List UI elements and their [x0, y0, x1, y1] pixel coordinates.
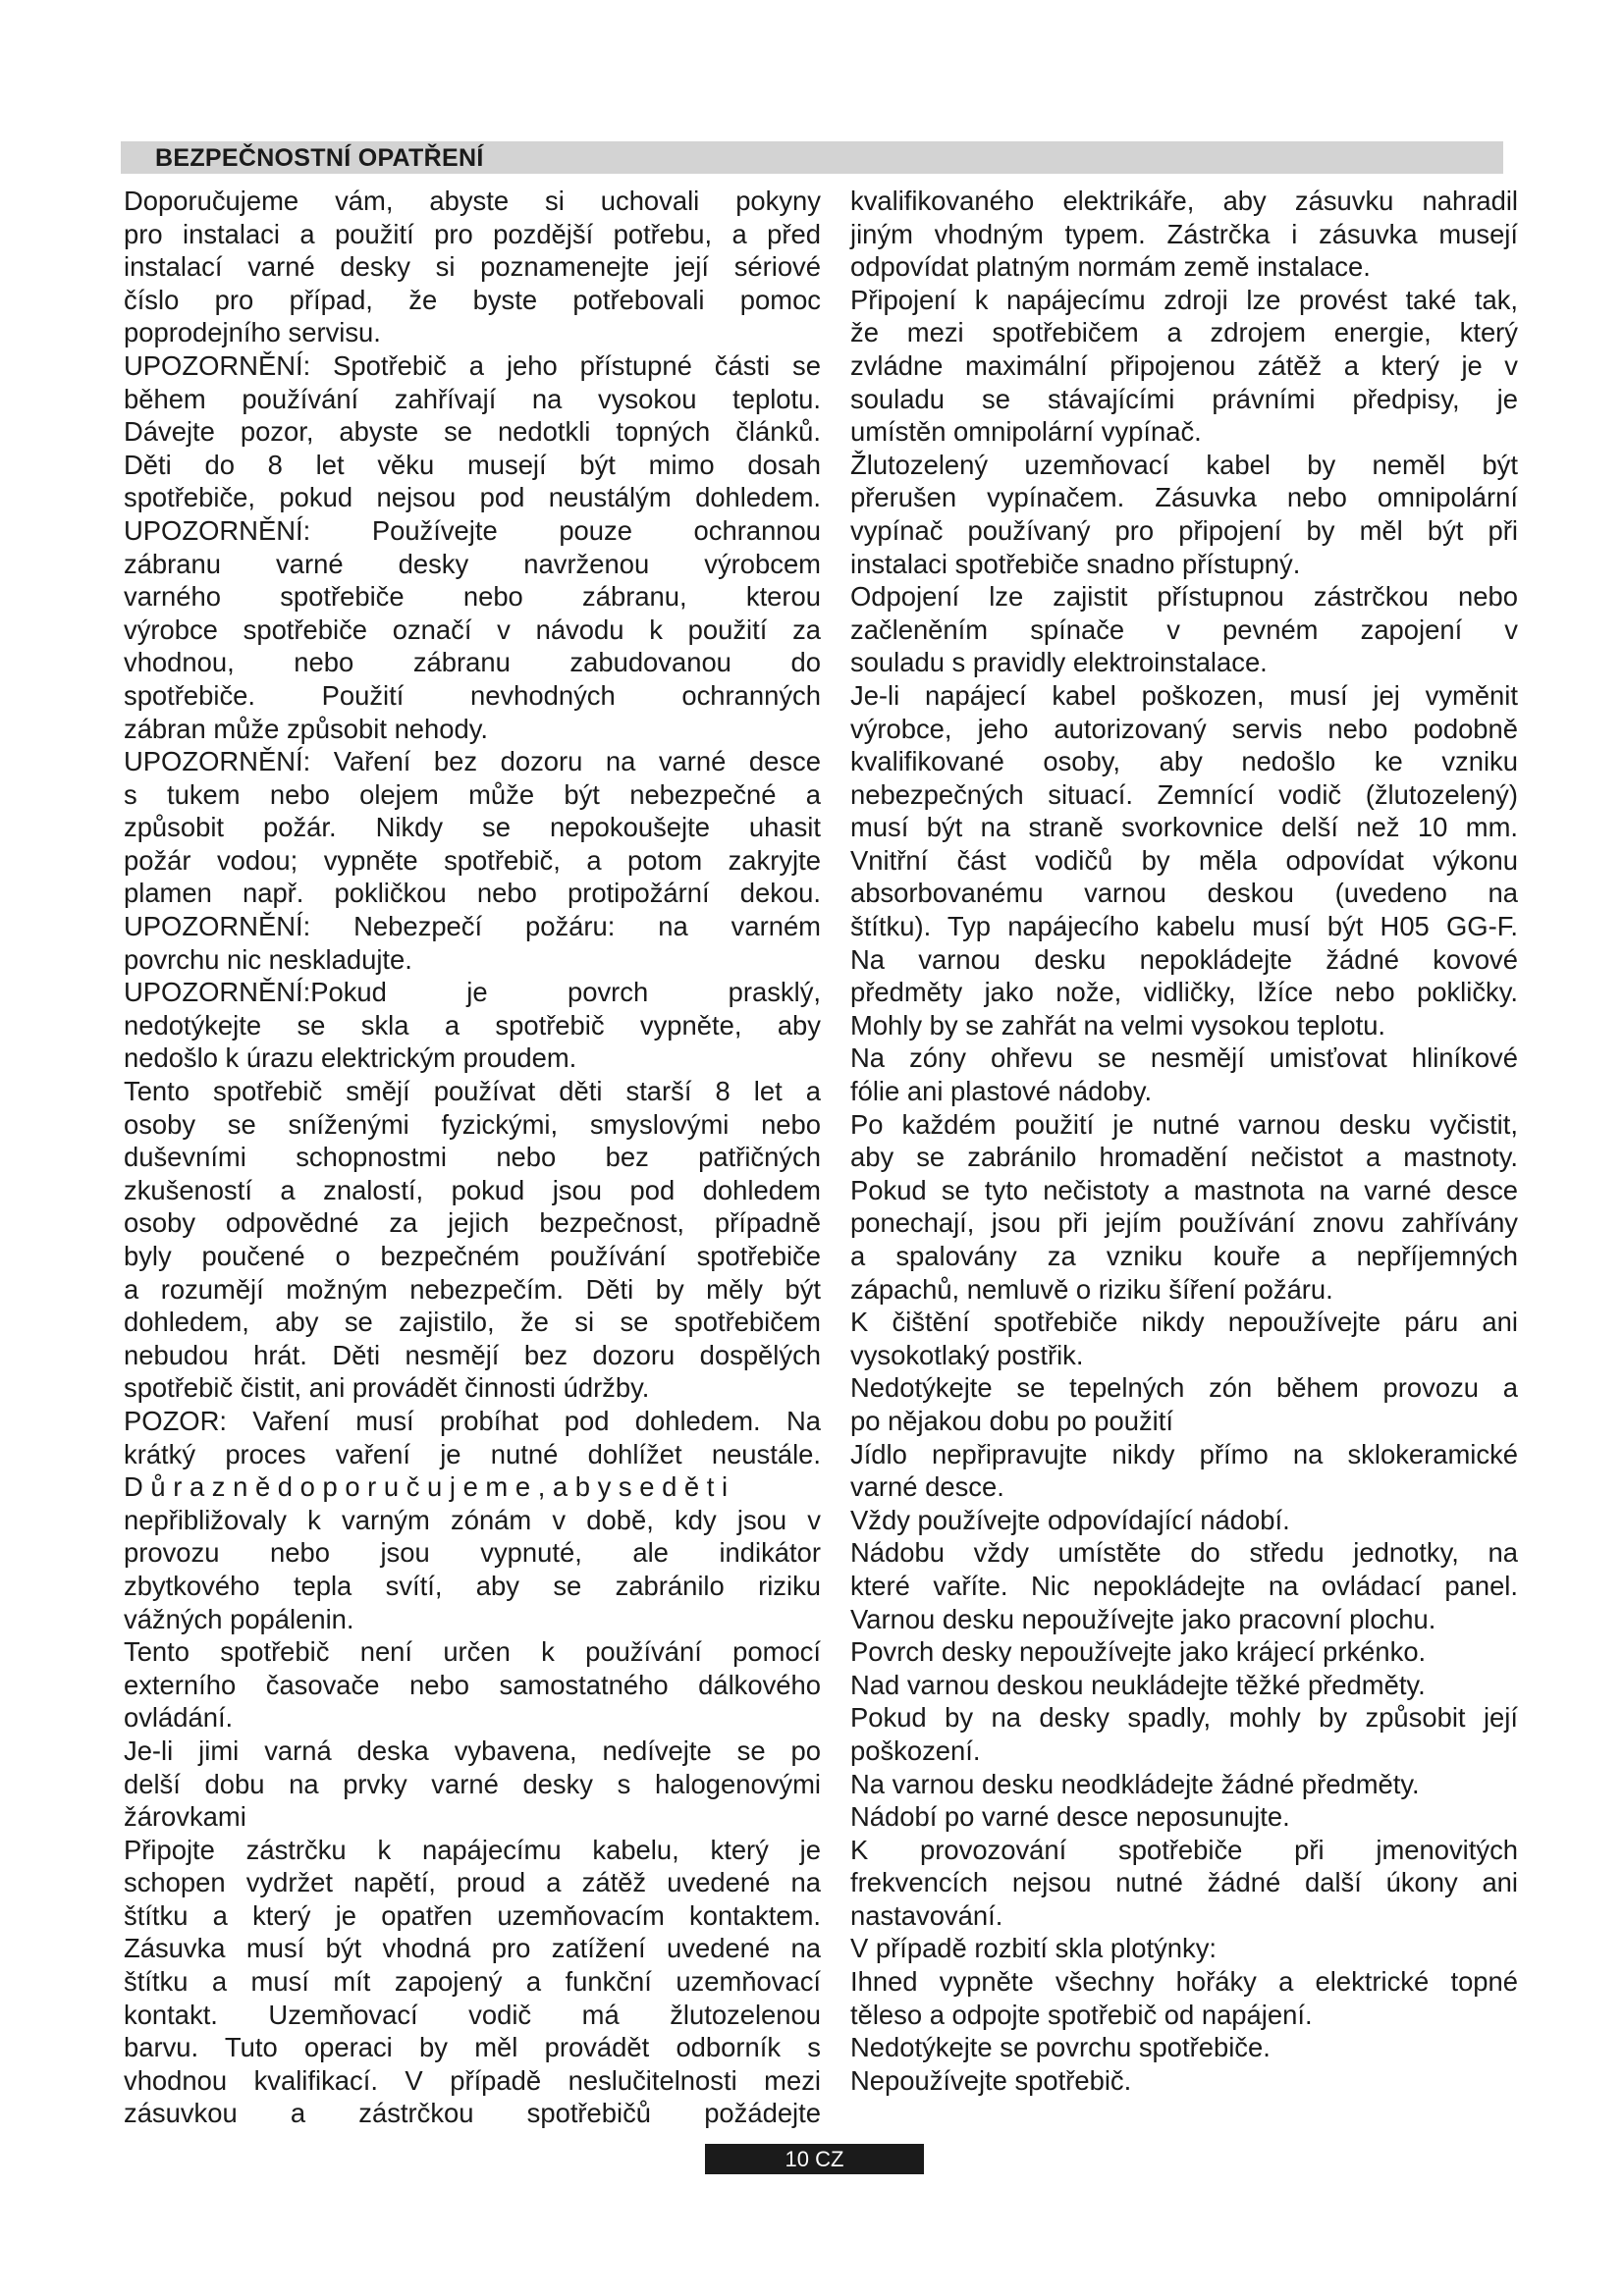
text-line: plamen např. pokličkou nebo protipožární dekou. — [124, 878, 821, 909]
right-text-column — [850, 185, 1518, 2097]
text-line: s tukem nebo olejem může být nebezpečné a — [124, 778, 821, 810]
text-line: Připojte zástrčku k napájecímu kabelu, který je — [124, 1834, 821, 1865]
text-line: zvládne maximální připojenou zátěž a který je v — [850, 349, 1518, 381]
text-line: štítku). Typ napájecího kabelu musí být H05 GG-F. — [850, 911, 1518, 942]
text-line: absorbovanému varnou deskou (uvedeno na — [850, 878, 1518, 909]
text-line: Ihned vypněte všechny hořáky a elektrické topné — [850, 1966, 1518, 1998]
text-line: po nějakou dobu po použití — [850, 1405, 1173, 1436]
text-line: K čištění spotřebiče nikdy nepoužívejte páru ani — [850, 1307, 1518, 1338]
text-line: kvalifikovaného elektrikáře, aby zásuvku nahradil — [850, 186, 1518, 216]
text-line: spotřebiče, pokud nejsou pod neustálým dohledem. — [124, 482, 821, 513]
text-line: barvu. Tuto operaci by měl provádět odborník s — [124, 2032, 821, 2063]
text-line: spotřebiče. Použití nevhodných ochranných — [124, 679, 821, 711]
text-line: Po každém použití je nutné varnou desku vyčistit, — [850, 1108, 1518, 1140]
text-line: krátký proces vaření je nutné dohlížet neustále. — [124, 1438, 821, 1469]
text-line: štítku a který je opatřen uzemňovacím kontaktem. — [124, 1899, 821, 1931]
text-line: štítku a musí mít zapojený a funkční uzemňovací — [124, 1966, 821, 1998]
text-line: D ů r a z n ě d o p o r u č u j e m e , a b y s e d ě t i — [124, 1471, 729, 1503]
text-line: dohledem, aby se zajistilo, že si se spotřebičem — [124, 1307, 821, 1338]
text-line: Jídlo nepřipravujte nikdy přímo na sklokeramické — [850, 1438, 1518, 1469]
text-line: Doporučujeme vám, abyste si uchovali pokyny — [124, 186, 821, 216]
text-line: zábranu varné desky navrženou výrobcem — [124, 548, 821, 579]
text-line: nedošlo k úrazu elektrickým proudem. — [124, 1042, 577, 1074]
page-number: 10 CZ — [705, 2144, 924, 2174]
section-header-bar — [121, 141, 1503, 174]
text-line: vhodnou, nebo zábranu zabudovanou do — [124, 647, 821, 678]
text-line: a spalovány za vzniku kouře a nepříjemných — [850, 1241, 1518, 1271]
text-line: Pokud se tyto nečistoty a mastnota na varné desce — [850, 1174, 1518, 1205]
text-line: nebezpečných situací. Zemnící vodič (žlutozelený) — [850, 778, 1518, 810]
text-line: zkušeností a znalostí, pokud jsou pod dohledem — [124, 1174, 821, 1205]
text-line: Tento spotřebič není určen k používání pomocí — [124, 1636, 821, 1668]
text-line: umístěn omnipolární vypínač. — [850, 416, 1202, 448]
text-line: schopen vydržet napětí, proud a zátěž uvedené na — [124, 1867, 821, 1898]
text-line: Je-li jimi varná deska vybavena, nedívejte se po — [124, 1735, 821, 1766]
text-line: delší dobu na prvky varné desky s halogenovými — [124, 1768, 821, 1799]
text-line: kvalifikované osoby, aby nedošlo ke vzniku — [850, 746, 1518, 777]
text-line: Nedotýkejte se povrchu spotřebiče. — [850, 2032, 1271, 2063]
text-line: byly poučené o bezpečném používání spotřebiče — [124, 1241, 821, 1271]
text-line: ponechají, jsou při jejím používání znovu zahřívány — [850, 1207, 1518, 1239]
text-line: Nepoužívejte spotřebič. — [850, 2064, 1132, 2096]
text-line: způsobit požár. Nikdy se nepokoušejte uhasit — [124, 812, 821, 843]
text-line: nastavování. — [850, 1899, 1003, 1931]
text-line: vhodnou kvalifikací. V případě neslučitelnosti mezi — [124, 2064, 821, 2096]
text-line: Zásuvka musí být vhodná pro zatížení uvedené na — [124, 1933, 821, 1964]
text-line: pro instalaci a použití pro pozdější potřebu, a před — [124, 218, 821, 249]
text-line: osoby se sníženými fyzickými, smyslovými nebo — [124, 1108, 821, 1140]
text-line: jiným vhodným typem. Zástrčka i zásuvka musejí — [850, 218, 1518, 249]
text-line: Na varnou desku nepokládejte žádné kovové — [850, 943, 1518, 975]
text-line: zbytkového tepla svítí, aby se zabránilo riziku — [124, 1570, 821, 1601]
text-line: nepřibližovaly k varným zónám v době, kdy jsou v — [124, 1504, 821, 1535]
text-line: instalací varné desky si poznamenejte její sériové — [124, 251, 821, 283]
text-line: UPOZORNĚNÍ: Nebezpečí požáru: na varném — [124, 911, 821, 942]
text-line: Je-li napájecí kabel poškozen, musí jej vyměnit — [850, 679, 1518, 711]
text-line: Žlutozelený uzemňovací kabel by neměl být — [850, 449, 1518, 480]
text-line: nedotýkejte se skla a spotřebič vypněte, aby — [124, 1009, 821, 1041]
text-line: musí být na straně svorkovnice delší než 10 mm. — [850, 812, 1518, 843]
text-line: požár vodou; vypněte spotřebič, a potom zakryjte — [124, 844, 821, 876]
text-line: výrobce spotřebiče označí v návodu k použití za — [124, 614, 821, 645]
left-text-column — [124, 185, 821, 2130]
text-line: Mohly by se zahřát na velmi vysokou teplotu. — [850, 1009, 1386, 1041]
text-line: Nedotýkejte se tepelných zón během provozu a — [850, 1372, 1518, 1404]
text-line: které vaříte. Nic nepokládejte na ovládací panel. — [850, 1570, 1518, 1601]
text-line: číslo pro případ, že byste potřebovali pomoc — [124, 284, 821, 315]
text-line: Na varnou desku neodkládejte žádné předměty. — [850, 1768, 1420, 1799]
text-line: Připojení k napájecímu zdroji lze provést také tak, — [850, 284, 1518, 315]
text-line: odpovídat platným normám země instalace. — [850, 251, 1371, 283]
text-line: Povrch desky nepoužívejte jako krájecí prkénko. — [850, 1636, 1427, 1668]
text-line: ovládání. — [124, 1702, 234, 1734]
text-line: Dávejte pozor, abyste se nedotkli topných článků. — [124, 416, 821, 448]
text-line: UPOZORNĚNÍ: Vaření bez dozoru na varné desce — [124, 746, 821, 777]
text-line: těleso a odpojte spotřebič od napájení. — [850, 1999, 1313, 2030]
text-line: K provozování spotřebiče při jmenovitých — [850, 1834, 1518, 1865]
text-line: Pokud by na desky spadly, mohly by způsobit její — [850, 1702, 1518, 1734]
text-line: začleněním spínače v pevném zapojení v — [850, 614, 1518, 645]
text-line: osoby odpovědné za jejich bezpečnost, případně — [124, 1207, 821, 1239]
text-line: kontakt. Uzemňovací vodič má žlutozelenou — [124, 1999, 821, 2030]
text-line: souladu se stávajícími právními předpisy, je — [850, 383, 1518, 414]
text-line: UPOZORNĚNÍ: Spotřebič a jeho přístupné části se — [124, 349, 821, 381]
text-line: že mezi spotřebičem a zdrojem energie, který — [850, 317, 1518, 348]
text-line: POZOR: Vaření musí probíhat pod dohledem. Na — [124, 1405, 821, 1436]
text-line: V případě rozbití skla plotýnky: — [850, 1933, 1217, 1964]
text-line: Děti do 8 let věku musejí být mimo dosah — [124, 449, 821, 480]
text-line: varného spotřebiče nebo zábranu, kterou — [124, 581, 821, 613]
text-line: poprodejního servisu. — [124, 317, 381, 348]
text-line: nebudou hrát. Děti nesmějí bez dozoru dospělých — [124, 1339, 821, 1370]
text-line: frekvencích nejsou nutné žádné další úkony ani — [850, 1867, 1518, 1898]
text-line: přerušen vypínačem. Zásuvka nebo omnipolární — [850, 482, 1518, 513]
section-title: BEZPEČNOSTNÍ OPATŘENÍ — [155, 144, 484, 172]
text-line: Nádobu vždy umístěte do středu jednotky, na — [850, 1537, 1518, 1569]
text-line: UPOZORNĚNÍ: Používejte pouze ochrannou — [124, 514, 821, 546]
text-line: vypínač používaný pro připojení by měl být při — [850, 514, 1518, 546]
text-line: Odpojení lze zajistit přístupnou zástrčkou nebo — [850, 581, 1518, 613]
text-line: varné desce. — [850, 1471, 1004, 1503]
text-line: spotřebič čistit, ani provádět činnosti údržby. — [124, 1372, 650, 1404]
text-line: Tento spotřebič smějí používat děti starší 8 let a — [124, 1076, 821, 1107]
text-line: fólie ani plastové nádoby. — [850, 1076, 1153, 1107]
text-line: výrobce, jeho autorizovaný servis nebo podobně — [850, 713, 1518, 744]
text-line: povrchu nic neskladujte. — [124, 943, 412, 975]
text-line: a rozumějí možným nebezpečím. Děti by měly být — [124, 1273, 821, 1305]
text-line: žárovkami — [124, 1801, 246, 1833]
text-line: souladu s pravidly elektroinstalace. — [850, 647, 1268, 678]
text-line: Vnitřní část vodičů by měla odpovídat výkonu — [850, 844, 1518, 876]
text-line: vážných popálenin. — [124, 1603, 354, 1634]
text-line: provozu nebo jsou vypnuté, ale indikátor — [124, 1537, 821, 1569]
text-line: Nad varnou deskou neukládejte těžké předměty. — [850, 1669, 1426, 1700]
text-line: Vždy používejte odpovídající nádobí. — [850, 1504, 1290, 1535]
text-line: externího časovače nebo samostatného dálkového — [124, 1669, 821, 1700]
text-line: Na zóny ohřevu se nesmějí umisťovat hliníkové — [850, 1042, 1518, 1074]
text-line: během používání zahřívají na vysokou teplotu. — [124, 383, 821, 414]
text-line: Varnou desku nepoužívejte jako pracovní plochu. — [850, 1603, 1436, 1634]
text-line: vysokotlaký postřik. — [850, 1339, 1084, 1370]
text-line: duševními schopnostmi nebo bez patřičných — [124, 1142, 821, 1173]
text-line: zábran může způsobit nehody. — [124, 713, 489, 744]
text-line: aby se zabránilo hromadění nečistot a mastnoty. — [850, 1142, 1518, 1173]
text-line: poškození. — [850, 1735, 981, 1766]
text-line: zápachů, nemluvě o riziku šíření požáru. — [850, 1273, 1333, 1305]
text-line: Nádobí po varné desce neposunujte. — [850, 1801, 1290, 1833]
text-line: zásuvkou a zástrčkou spotřebičů požádejte — [124, 2098, 821, 2129]
text-line: instalaci spotřebiče snadno přístupný. — [850, 548, 1301, 579]
text-line: UPOZORNĚNÍ:Pokud je povrch prasklý, — [124, 977, 821, 1008]
text-line: předměty jako nože, vidličky, lžíce nebo pokličky. — [850, 977, 1518, 1008]
